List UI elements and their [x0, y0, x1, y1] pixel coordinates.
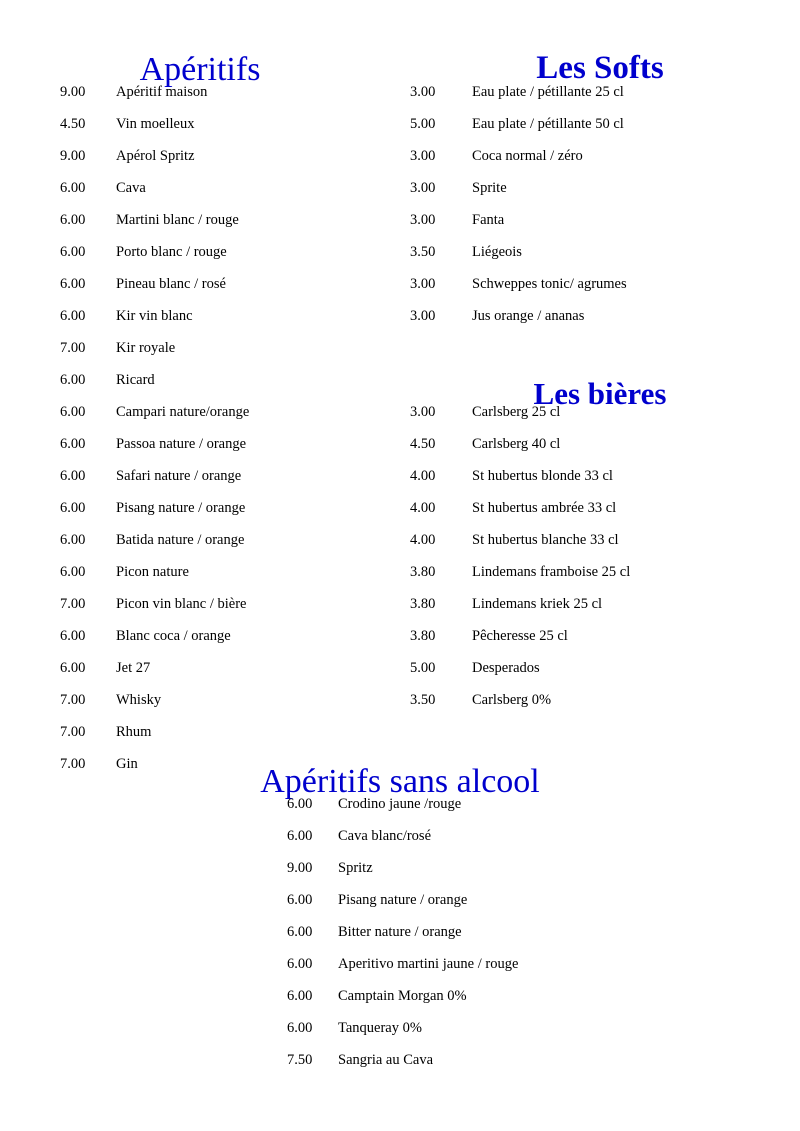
menu-row — [60, 204, 249, 236]
item-price: 3.00 — [410, 308, 436, 324]
menu-row — [60, 716, 249, 748]
item-name: Aperitivo martini jaune / rouge — [338, 956, 519, 972]
item-name: St hubertus ambrée 33 cl — [472, 500, 617, 516]
item-price: 6.00 — [287, 956, 313, 972]
item-price: 7.00 — [60, 756, 86, 772]
item-name: Sangria au Cava — [338, 1052, 434, 1068]
item-price: 6.00 — [60, 436, 86, 452]
item-name: Safari nature / orange — [116, 468, 242, 484]
item-price: 6.00 — [287, 1020, 313, 1036]
section-heading-bieres: Les bières — [533, 375, 667, 411]
menu-row — [60, 588, 249, 620]
item-name: Apéritif maison — [116, 84, 208, 100]
item-price: 6.00 — [60, 308, 86, 324]
item-name: Sprite — [472, 180, 507, 196]
item-price: 5.00 — [410, 116, 436, 132]
menu-list-softs — [410, 76, 627, 332]
section-heading-aperitifs: Apéritifs — [139, 50, 261, 88]
section-heading-sans-alcool: Apéritifs sans alcool — [260, 762, 540, 800]
item-name: St hubertus blonde 33 cl — [472, 468, 613, 484]
item-name: Apérol Spritz — [116, 148, 195, 164]
item-price: 7.00 — [60, 692, 86, 708]
item-name: Kir vin blanc — [116, 308, 193, 324]
item-name: Cava — [116, 180, 146, 196]
item-name: Rhum — [116, 724, 152, 740]
item-name: Eau plate / pétillante 50 cl — [472, 116, 624, 132]
menu-row — [287, 916, 518, 948]
item-name: Eau plate / pétillante 25 cl — [472, 84, 624, 100]
menu-row — [287, 980, 518, 1012]
item-price: 6.00 — [60, 404, 86, 420]
item-price: 3.00 — [410, 148, 436, 164]
item-price: 7.00 — [60, 340, 86, 356]
item-price: 3.50 — [410, 692, 436, 708]
item-name: Tanqueray 0% — [338, 1020, 422, 1036]
item-name: Blanc coca / orange — [116, 628, 231, 644]
item-name: Batida nature / orange — [116, 532, 245, 548]
item-name: Carlsberg 40 cl — [472, 436, 561, 452]
item-price: 3.00 — [410, 84, 436, 100]
section-heading-softs: Les Softs — [536, 50, 664, 87]
item-price: 3.80 — [410, 564, 436, 580]
item-price: 6.00 — [60, 244, 86, 260]
menu-row — [60, 620, 249, 652]
item-price: 6.00 — [287, 796, 313, 812]
item-price: 6.00 — [287, 924, 313, 940]
menu-row — [60, 172, 249, 204]
item-price: 6.00 — [60, 468, 86, 484]
item-price: 6.00 — [60, 276, 86, 292]
menu-row — [60, 332, 249, 364]
menu-row — [410, 684, 630, 716]
item-name: Fanta — [472, 212, 505, 228]
menu-row — [287, 1012, 518, 1044]
item-name: Campari nature/orange — [116, 404, 250, 420]
menu-row — [60, 460, 249, 492]
item-name: Schweppes tonic/ agrumes — [472, 276, 627, 292]
menu-row — [60, 652, 249, 684]
item-name: Martini blanc / rouge — [116, 212, 239, 228]
item-name: Carlsberg 25 cl — [472, 404, 561, 420]
item-price: 4.00 — [410, 532, 436, 548]
item-name: Pêcheresse 25 cl — [472, 628, 568, 644]
item-name: Lindemans framboise 25 cl — [472, 564, 631, 580]
menu-row — [410, 460, 630, 492]
menu-row — [287, 884, 518, 916]
menu-row — [410, 492, 630, 524]
item-price: 9.00 — [60, 84, 86, 100]
menu-row — [60, 364, 249, 396]
item-name: Lindemans kriek 25 cl — [472, 596, 603, 612]
item-price: 3.80 — [410, 628, 436, 644]
item-name: Vin moelleux — [116, 116, 195, 132]
menu-row — [60, 492, 249, 524]
item-price: 6.00 — [60, 180, 86, 196]
item-price: 7.00 — [60, 596, 86, 612]
item-name: Liégeois — [472, 244, 522, 260]
item-name: Bitter nature / orange — [338, 924, 462, 940]
item-price: 9.00 — [287, 860, 313, 876]
item-name: Spritz — [338, 860, 373, 876]
menu-row — [410, 396, 630, 428]
item-name: Picon vin blanc / bière — [116, 596, 247, 612]
menu-row — [60, 556, 249, 588]
menu-row — [60, 300, 249, 332]
item-price: 6.00 — [60, 564, 86, 580]
item-name: Pisang nature / orange — [338, 892, 468, 908]
menu-row — [410, 268, 627, 300]
menu-row — [287, 1044, 518, 1076]
menu-row — [410, 652, 630, 684]
item-price: 3.00 — [410, 212, 436, 228]
menu-row — [60, 684, 249, 716]
item-price: 6.00 — [60, 660, 86, 676]
item-name: Pineau blanc / rosé — [116, 276, 226, 292]
item-price: 3.00 — [410, 276, 436, 292]
menu-row — [410, 620, 630, 652]
menu-row — [287, 820, 518, 852]
item-price: 6.00 — [60, 500, 86, 516]
menu-row — [60, 108, 249, 140]
item-name: Porto blanc / rouge — [116, 244, 227, 260]
item-name: Coca normal / zéro — [472, 148, 583, 164]
menu-row — [410, 588, 630, 620]
menu-row — [410, 76, 627, 108]
item-price: 3.80 — [410, 596, 436, 612]
menu-row — [410, 428, 630, 460]
item-name: Camptain Morgan 0% — [338, 988, 467, 1004]
item-name: Cava blanc/rosé — [338, 828, 432, 844]
item-name: Jet 27 — [116, 660, 151, 676]
item-name: Crodino jaune /rouge — [338, 796, 462, 812]
item-price: 3.50 — [410, 244, 436, 260]
menu-row — [60, 268, 249, 300]
menu-row — [60, 236, 249, 268]
item-price: 6.00 — [60, 212, 86, 228]
item-price: 6.00 — [287, 892, 313, 908]
item-name: Jus orange / ananas — [472, 308, 585, 324]
menu-list-sans-alcool — [287, 788, 518, 1076]
item-price: 5.00 — [410, 660, 436, 676]
item-name: Desperados — [472, 660, 540, 676]
menu-row — [410, 108, 627, 140]
menu-row — [60, 76, 249, 108]
item-price: 7.50 — [287, 1052, 313, 1068]
menu-row — [60, 140, 249, 172]
menu-row — [287, 852, 518, 884]
item-price: 6.00 — [287, 828, 313, 844]
menu-row — [410, 140, 627, 172]
item-name: St hubertus blanche 33 cl — [472, 532, 619, 548]
item-name: Kir royale — [116, 340, 176, 356]
item-name: Whisky — [116, 692, 162, 708]
item-price: 6.00 — [60, 372, 86, 388]
menu-row — [410, 524, 630, 556]
menu-row — [287, 948, 518, 980]
menu-row — [287, 788, 518, 820]
item-price: 4.50 — [60, 116, 86, 132]
item-name: Carlsberg 0% — [472, 692, 552, 708]
menu-row — [60, 396, 249, 428]
item-price: 3.00 — [410, 404, 436, 420]
item-name: Gin — [116, 756, 138, 772]
item-price: 4.00 — [410, 500, 436, 516]
menu-row — [60, 428, 249, 460]
item-price: 7.00 — [60, 724, 86, 740]
menu-row — [410, 204, 627, 236]
menu-row — [410, 236, 627, 268]
item-price: 3.00 — [410, 180, 436, 196]
item-name: Passoa nature / orange — [116, 436, 247, 452]
item-price: 6.00 — [60, 532, 86, 548]
menu-list-bieres — [410, 396, 630, 716]
item-name: Pisang nature / orange — [116, 500, 246, 516]
menu-row — [410, 556, 630, 588]
item-name: Ricard — [116, 372, 155, 388]
item-name: Picon nature — [116, 564, 189, 580]
item-price: 9.00 — [60, 148, 86, 164]
menu-row — [410, 172, 627, 204]
menu-row — [410, 300, 627, 332]
menu-row — [60, 524, 249, 556]
item-price: 4.00 — [410, 468, 436, 484]
menu-list-aperitifs — [60, 76, 249, 780]
item-price: 6.00 — [287, 988, 313, 1004]
item-price: 4.50 — [410, 436, 436, 452]
item-price: 6.00 — [60, 628, 86, 644]
